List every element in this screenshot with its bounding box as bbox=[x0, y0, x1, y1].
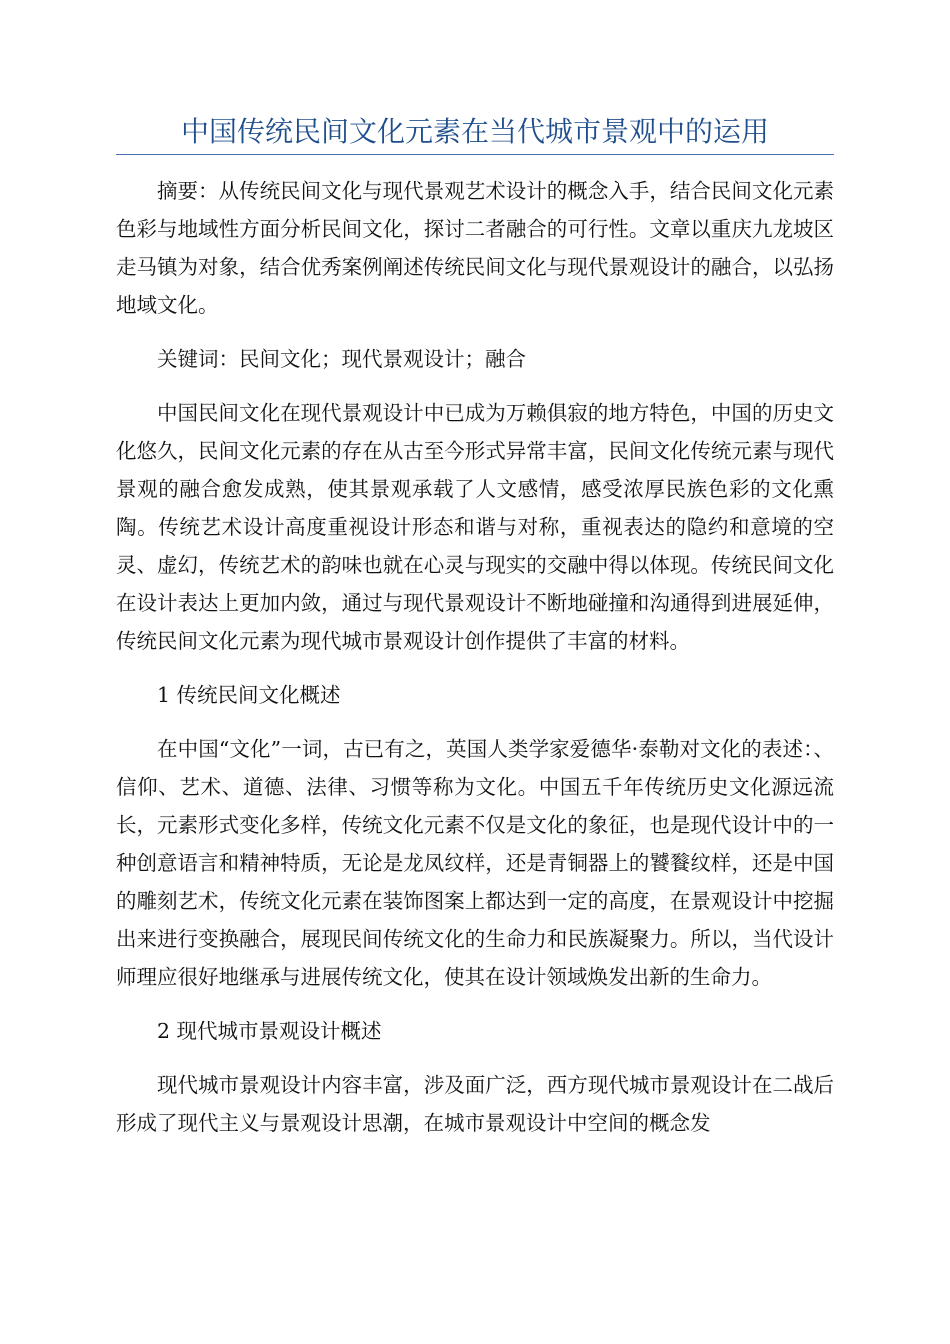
section-heading-2: 2 现代城市景观设计概述 bbox=[157, 1019, 382, 1043]
document-page bbox=[116, 0, 834, 1344]
section-2-paragraph: 现代城市景观设计内容丰富，涉及面广泛，西方现代城市景观设计在二战后形成了现代主义与景观设计思潮，在城市景观设计中空间的概念发 bbox=[116, 1073, 834, 1135]
abstract-paragraph: 摘要：从传统民间文化与现代景观艺术设计的概念入手，结合民间文化元素色彩与地域性方面分析民间文化，探讨二者融合的可行性。文章以重庆九龙坡区走马镇为对象，结合优秀案例阐述传统民间文化与现代景观设计的融合，以弘扬地域文化。 bbox=[116, 179, 834, 317]
keywords-paragraph: 关键词：民间文化；现代景观设计；融合 bbox=[157, 347, 526, 371]
document-title: 中国传统民间文化元素在当代城市景观中的运用 bbox=[180, 115, 769, 148]
document-body bbox=[116, 172, 834, 1158]
intro-paragraph: 中国民间文化在现代景观设计中已成为万赖俱寂的地方特色，中国的历史文化悠久，民间文化元素的存在从古至今形式异常丰富，民间文化传统元素与现代景观的融合愈发成熟，使其景观承载了人文感情，感受浓厚民族色彩的文化熏陶。传统艺术设计高度重视设计形态和谐与对称，重视表达的隐约和意境的空灵、虚幻，传统艺术的韵味也就在心灵与现实的交融中得以体现。传统民间文化在设计表达上更加内敛，通过与现代景观设计不断地碰撞和沟通得到进展延伸，传统民间文化元素为现代城市景观设计创作提供了丰富的材料。 bbox=[116, 401, 834, 653]
title-underline bbox=[116, 154, 834, 155]
section-1-paragraph: 在中国“文化”一词，古已有之，英国人类学家爱德华·泰勒对文化的表述：、信仰、艺术、道德、法律、习惯等称为文化。中国五千年传统历史文化源远流长，元素形式变化多样，传统文化元素不仅是文化的象征，也是现代设计中的一种创意语言和精神特质，无论是龙凤纹样，还是青铜器上的饕餮纹样，还是中国的雕刻艺术，传统文化元素在装饰图案上都达到一定的高度，在景观设计中挖掘出来进行变换融合，展现民间传统文化的生命力和民族凝聚力。所以，当代设计师理应很好地继承与进展传统文化，使其在设计领域焕发出新的生命力。 bbox=[116, 737, 834, 989]
section-heading-1: 1 传统民间文化概述 bbox=[157, 683, 341, 707]
